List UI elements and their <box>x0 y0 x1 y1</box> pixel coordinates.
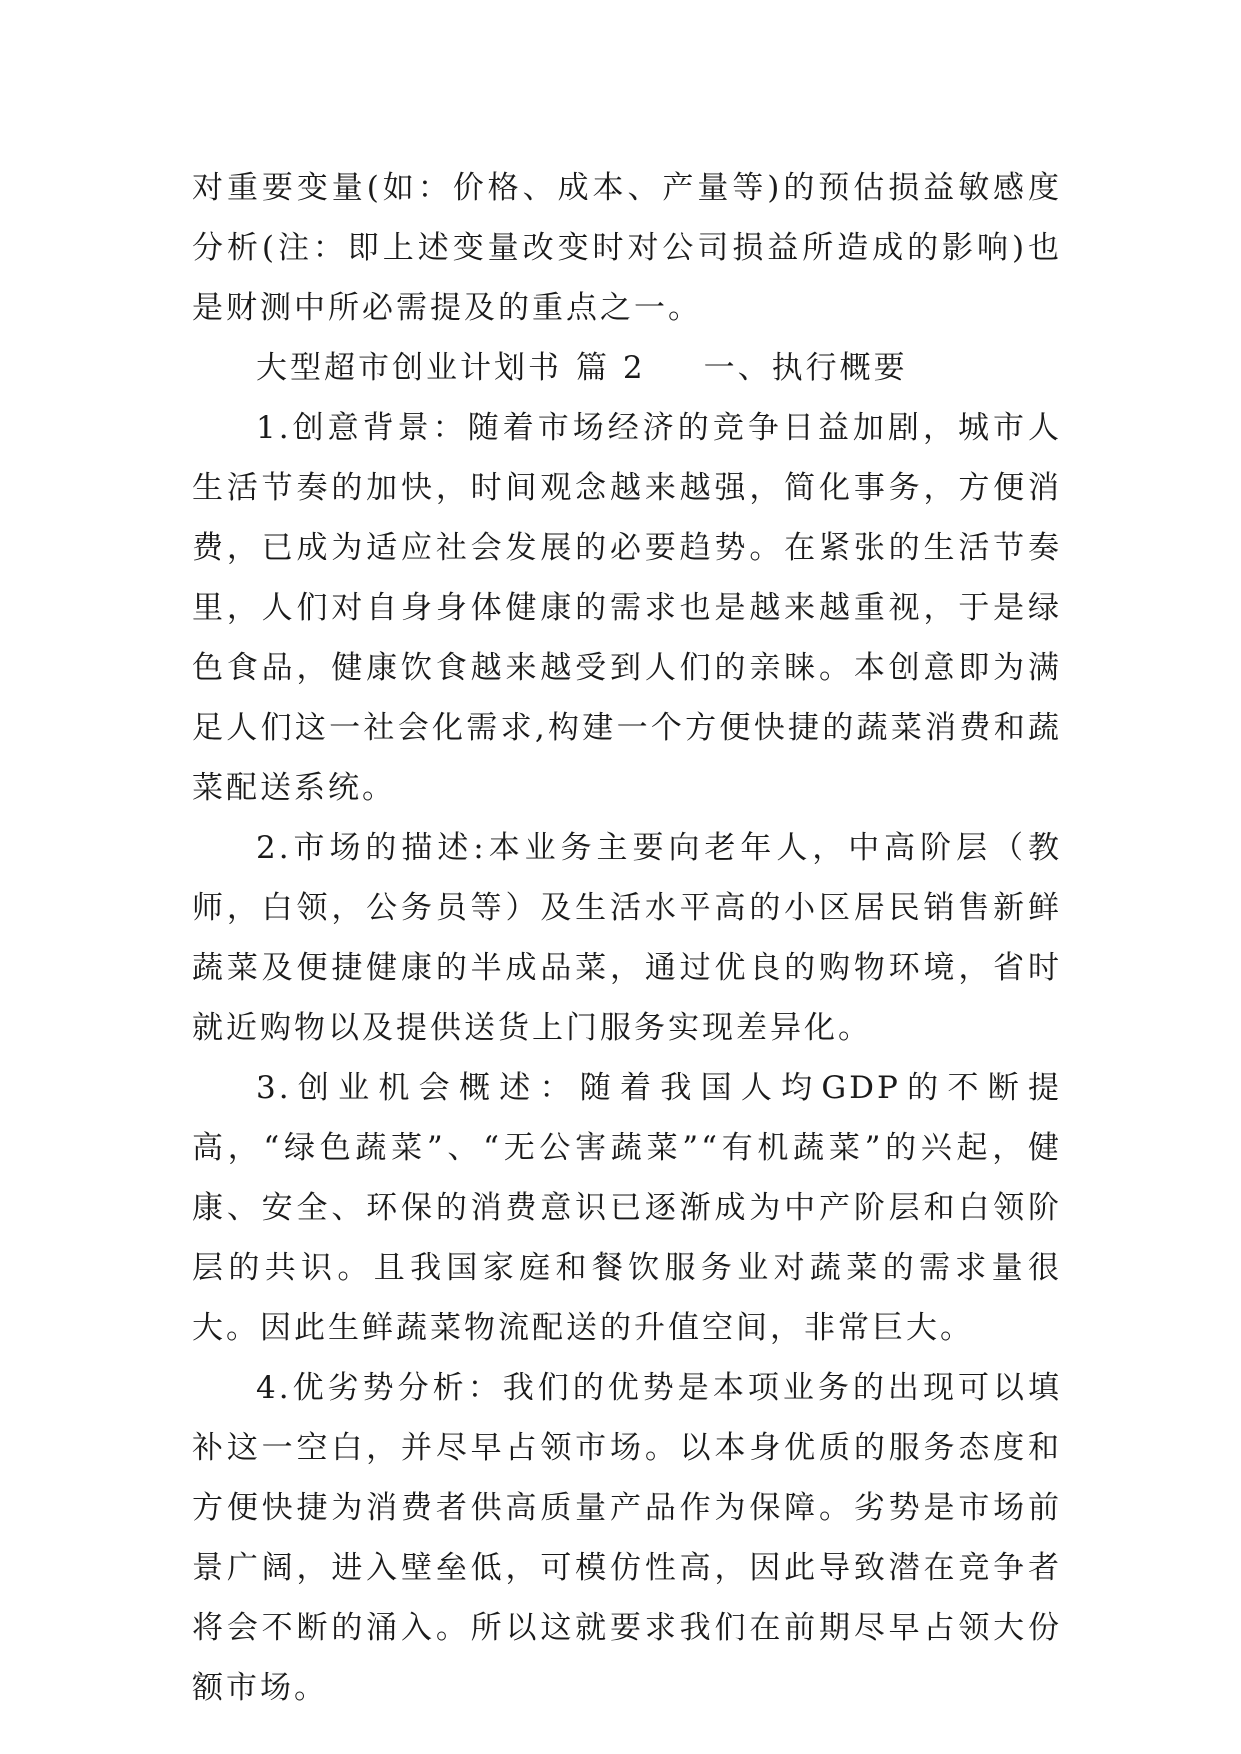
paragraph-creative-background: 1.创意背景：随着市场经济的竞争日益加剧，城市人生活节奏的加快，时间观念越来越强，简化事务，方便消费，已成为适应社会发展的必要趋势。在紧张的生活节奏里，人们对自身身体健康的需求也是越来越重视，于是绿色食品，健康饮食越来越受到人们的亲睐。本创意即为满足人们这一社会化需求,构建一个方便快捷的蔬菜消费和蔬菜配送系统。 <box>192 410 1062 806</box>
paragraph-continuation: 对重要变量(如：价格、成本、产量等)的预估损益敏感度分析(注：即上述变量改变时对公司损益所造成的影响)也是财测中所必需提及的重点之一。 <box>192 170 1062 326</box>
paragraph-market-description: 2.市场的描述:本业务主要向老年人，中高阶层（教师，白领，公务员等）及生活水平高的小区居民销售新鲜蔬菜及便捷健康的半成品菜，通过优良的购物环境，省时就近购物以及提供送货上门服务实现差异化。 <box>192 830 1062 1046</box>
paragraph-opportunity-overview: 3.创业机会概述：随着我国人均GDP的不断提高，“绿色蔬菜”、“无公害蔬菜”“有机蔬菜”的兴起，健康、安全、环保的消费意识已逐渐成为中产阶层和白领阶层的共识。且我国家庭和餐饮服务业对蔬菜的需求量很大。因此生鲜蔬菜物流配送的升值空间，非常巨大。 <box>192 1070 1062 1346</box>
part-label: 篇 2 <box>576 350 646 386</box>
document-title: 大型超市创业计划书 <box>256 350 562 386</box>
section-heading-line <box>192 338 1062 398</box>
paragraph-swot-analysis: 4.优劣势分析：我们的优势是本项业务的出现可以填补这一空白，并尽早占领市场。以本身优质的服务态度和方便快捷为消费者供高质量产品作为保障。劣势是市场前景广阔，进入壁垒低，可模仿性高，因此导致潜在竞争者将会不断的涌入。所以这就要求我们在前期尽早占领大份额市场。 <box>192 1370 1062 1706</box>
document-body <box>192 158 1062 1718</box>
section-title: 一、执行概要 <box>703 350 908 386</box>
